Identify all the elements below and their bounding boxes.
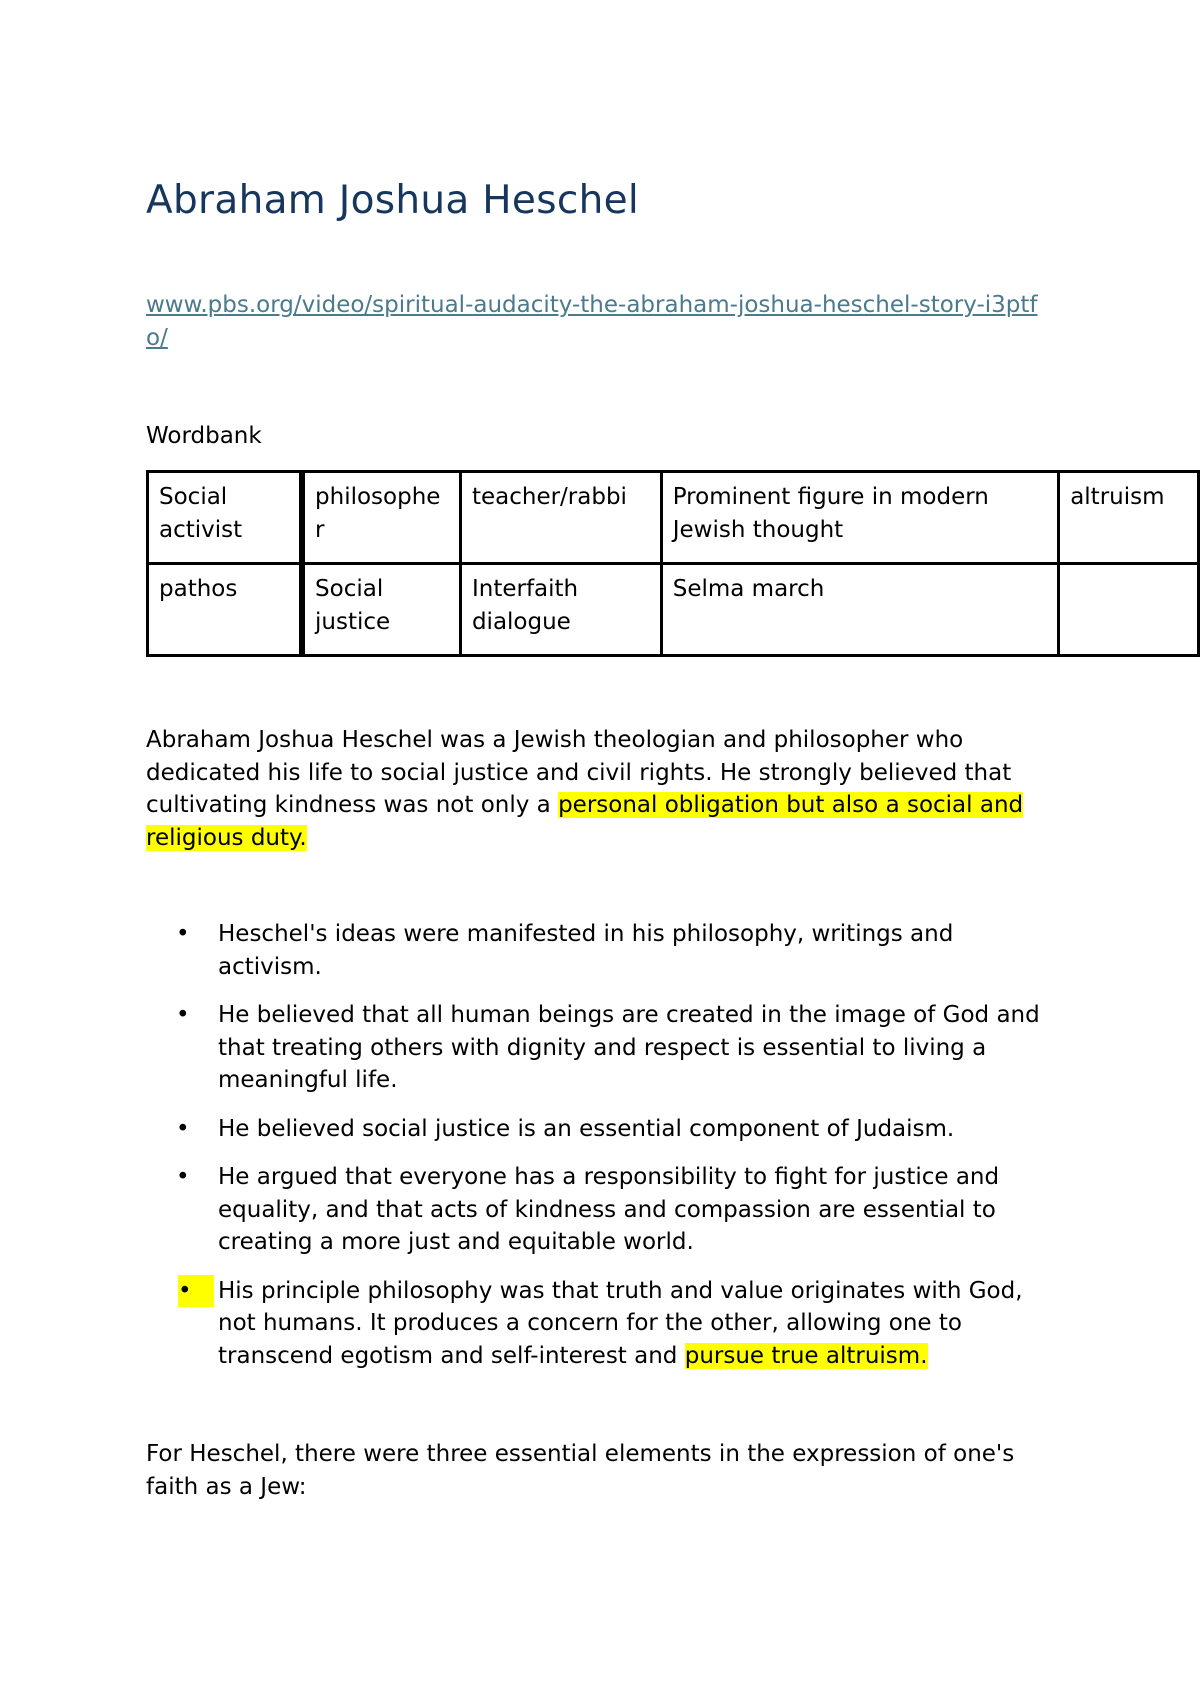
bullet-highlight: pursue true altruism. xyxy=(684,1342,928,1369)
wordbank-cell: Selma march xyxy=(661,564,1058,656)
list-item xyxy=(146,1275,1056,1373)
wordbank-cell: Prominent figure in modern Jewish thought xyxy=(661,472,1058,564)
list-item xyxy=(146,918,1056,983)
bullet-marker: • xyxy=(176,921,190,947)
bullet-text: He believed that all human beings are created in the image of God and that treating others with dignity and respect is essential to living a meaningful life. xyxy=(218,1002,1040,1093)
document-title: Abraham Joshua Heschel xyxy=(146,178,640,223)
list-item xyxy=(146,1113,1056,1146)
closing-paragraph: For Heschel, there were three essential elements in the expression of one's faith as a Jew: xyxy=(146,1441,1015,1500)
bullet-list xyxy=(146,918,1056,1388)
bullet-marker: • xyxy=(176,1002,190,1028)
pbs-video-link[interactable]: www.pbs.org/video/spiritual-audacity-the-abraham-joshua-heschel-story-i3ptfo/ xyxy=(146,292,1038,351)
wordbank-label: Wordbank xyxy=(146,423,262,449)
bullet-marker: • xyxy=(176,1164,190,1190)
wordbank-cell: pathos xyxy=(148,564,303,656)
wordbank-cell: altruism xyxy=(1059,472,1199,564)
wordbank-cell: philosopher xyxy=(302,472,460,564)
bullet-marker: • xyxy=(178,1275,214,1308)
wordbank-cell: Interfaith dialogue xyxy=(460,564,661,656)
bullet-text: Heschel's ideas were manifested in his philosophy, writings and activism. xyxy=(218,921,954,980)
bullet-text: He argued that everyone has a responsibility to fight for justice and equality, and that acts of kindness and compassion are essential to creating a more just and equitable world. xyxy=(218,1164,1000,1255)
wordbank-cell: teacher/rabbi xyxy=(460,472,661,564)
wordbank-table xyxy=(146,470,1200,657)
wordbank-cell xyxy=(1059,564,1199,656)
wordbank-cell: Social justice xyxy=(302,564,460,656)
bullet-text: His principle philosophy was that truth and value originates with God, not humans. It produces a concern for the other, allowing one to transcend egotism and self-interest and xyxy=(218,1277,1023,1369)
wordbank-row xyxy=(148,564,1199,656)
intro-highlight: personal obligation but also a social and religious duty. xyxy=(146,792,1024,851)
intro-paragraph xyxy=(146,724,1046,854)
wordbank-cell: Social activist xyxy=(148,472,303,564)
list-item xyxy=(146,1161,1056,1259)
bullet-text: He believed social justice is an essential component of Judaism. xyxy=(218,1115,955,1142)
bullet-marker: • xyxy=(176,1115,190,1142)
intro-text: Abraham Joshua Heschel was a Jewish theologian and philosopher who dedicated his life to social justice and civil rights. He strongly believed that cultivating kindness was not only a xyxy=(146,727,1012,818)
list-item xyxy=(146,999,1056,1097)
wordbank-row xyxy=(148,472,1199,564)
